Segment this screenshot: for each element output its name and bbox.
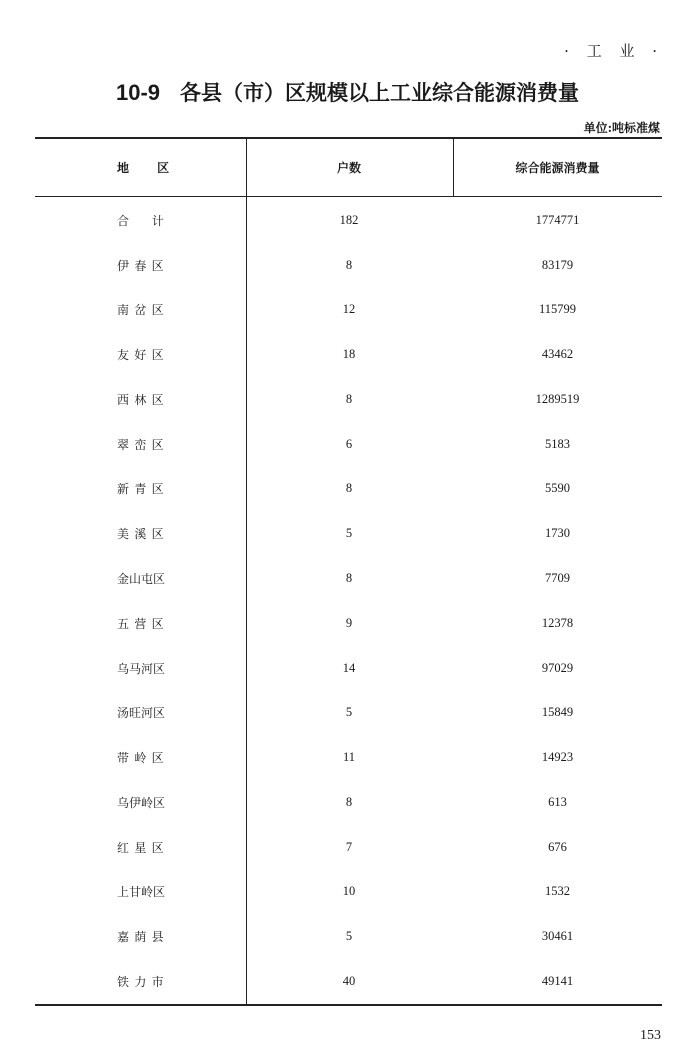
table-row [0,288,695,333]
region-cell: 翠 峦 区 [117,437,164,452]
table-title-text: 各县（市）区规模以上工业综合能源消费量 [180,81,580,105]
households-cell: 8 [345,571,353,585]
table-title [0,79,695,109]
consumption-cell: 14923 [541,750,574,765]
region-cell: 金山屯区 [117,572,166,586]
unit-label: 单位:吨标准煤 [583,121,660,135]
households-cell: 14 [342,660,356,675]
consumption-cell: 613 [548,794,567,809]
table-row [0,959,695,1004]
region-cell: 汤旺河区 [117,706,166,721]
households-cell: 8 [345,391,353,406]
consumption-cell: 1289519 [535,391,580,406]
table-number: 10-9 [115,80,161,105]
consumption-cell: 83179 [541,257,574,272]
consumption-cell: 115799 [538,302,577,317]
consumption-cell: 49141 [541,973,574,988]
consumption-cell: 1774771 [535,212,580,227]
households-cell: 11 [342,750,356,765]
table-row [0,332,695,377]
region-cell: 乌马河区 [117,661,166,676]
households-cell: 5 [345,929,353,944]
table-bottom-rule [35,1004,662,1006]
table-row [0,243,695,288]
consumption-cell: 12378 [541,615,574,630]
table-row [0,422,695,467]
consumption-cell: 5183 [545,436,570,451]
table-row [0,601,695,646]
table-row [0,690,695,735]
running-head: · 工 业 · [564,42,657,60]
consumption-cell: 1730 [545,526,570,541]
households-cell: 8 [345,257,353,272]
region-cell: 南 岔 区 [117,303,164,318]
table-row [0,735,695,780]
header-region: 地 区 [117,160,170,175]
table-body [0,198,695,1004]
table-row [0,646,695,691]
consumption-cell: 97029 [541,660,574,675]
region-cell: 红 星 区 [117,840,164,855]
total-row [0,198,695,243]
region-cell: 五 营 区 [117,616,164,631]
households-cell: 8 [345,481,353,496]
header-consumption: 综合能源消费量 [515,160,600,175]
table-row [0,825,695,870]
table-row [0,914,695,959]
page-number: 153 [640,1028,661,1043]
households-cell: 10 [342,884,356,899]
households-cell: 18 [342,347,356,362]
table-row [0,511,695,556]
region-cell: 铁 力 市 [117,974,164,989]
consumption-cell: 5590 [545,481,570,496]
households-cell: 40 [342,973,356,988]
households-cell: 5 [345,705,353,720]
region-cell: 新 青 区 [117,482,164,497]
header-households: 户数 [336,160,361,175]
consumption-cell: 30461 [541,929,574,944]
households-cell: 12 [342,302,356,317]
households-cell: 6 [345,436,353,451]
region-cell: 美 溪 区 [117,527,164,542]
region-cell: 带 岭 区 [117,751,164,766]
region-cell: 伊 春 区 [117,258,164,273]
region-cell: 上甘岭区 [117,885,166,900]
households-cell: 7 [345,839,353,854]
consumption-cell: 15849 [541,705,574,720]
households-cell: 182 [339,212,359,227]
consumption-cell: 676 [548,839,567,854]
region-cell: 合 计 [117,213,164,228]
table-row [0,377,695,422]
header-bottom-rule [35,196,662,197]
table-row [0,467,695,512]
consumption-cell: 43462 [541,347,574,362]
region-cell: 嘉 荫 县 [117,930,164,945]
consumption-cell: 1532 [545,884,570,899]
table-header-row [0,138,695,196]
consumption-cell: 7709 [545,571,570,585]
region-cell: 乌伊岭区 [117,795,166,810]
table-row [0,780,695,825]
region-cell: 友 好 区 [117,348,164,363]
households-cell: 5 [345,526,353,541]
households-cell: 9 [345,615,353,630]
households-cell: 8 [345,794,353,809]
table-row [0,556,695,601]
region-cell: 西 林 区 [117,392,164,407]
table-row [0,869,695,914]
